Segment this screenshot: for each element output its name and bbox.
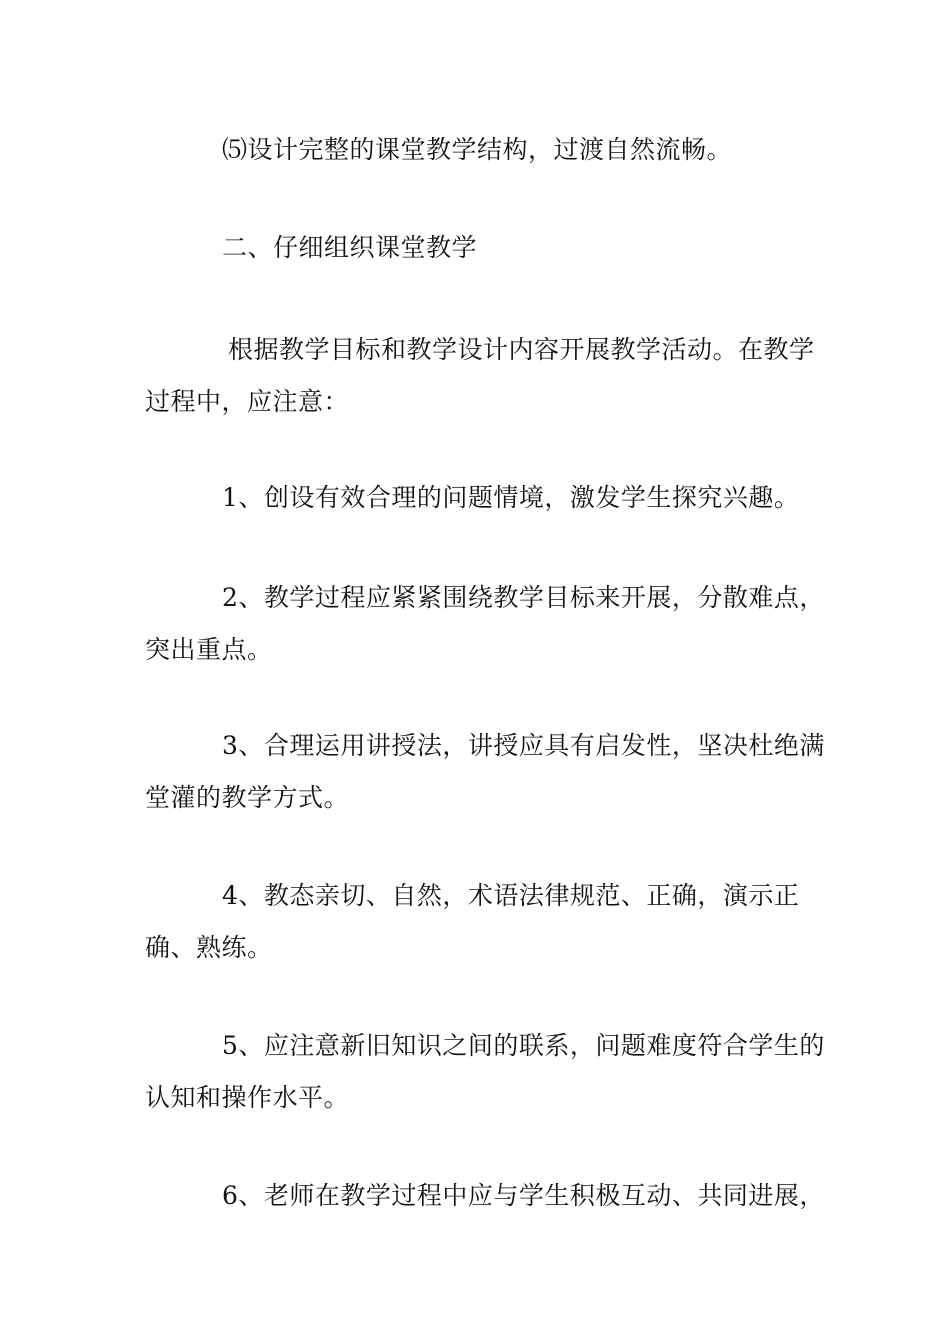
section-heading-organize-teaching: 二、仔细组织课堂教学 [222,233,478,262]
list-item-1: 1、创设有效合理的问题情境，激发学生探究兴趣。 [222,483,800,512]
list-item-6: 6、老师在教学过程中应与学生积极互动、共同进展， [222,1181,825,1210]
paragraph-structure-design: ⑸设计完整的课堂教学结构，过渡自然流畅。 [222,135,733,164]
list-item-2: 2、教学过程应紧紧围绕教学目标来开展，分散难点，突出重点。 [145,583,825,664]
list-item-5: 5、应注意新旧知识之间的联系，问题难度符合学生的认知和操作水平。 [145,1031,825,1112]
paragraph-teaching-activities: 根据教学目标和教学设计内容开展教学活动。在教学过程中，应注意： [145,335,815,416]
list-item-3: 3、合理运用讲授法，讲授应具有启发性，坚决杜绝满堂灌的教学方式。 [145,731,825,812]
list-item-4: 4、教态亲切、自然，术语法律规范、正确，演示正确、熟练。 [145,881,800,962]
